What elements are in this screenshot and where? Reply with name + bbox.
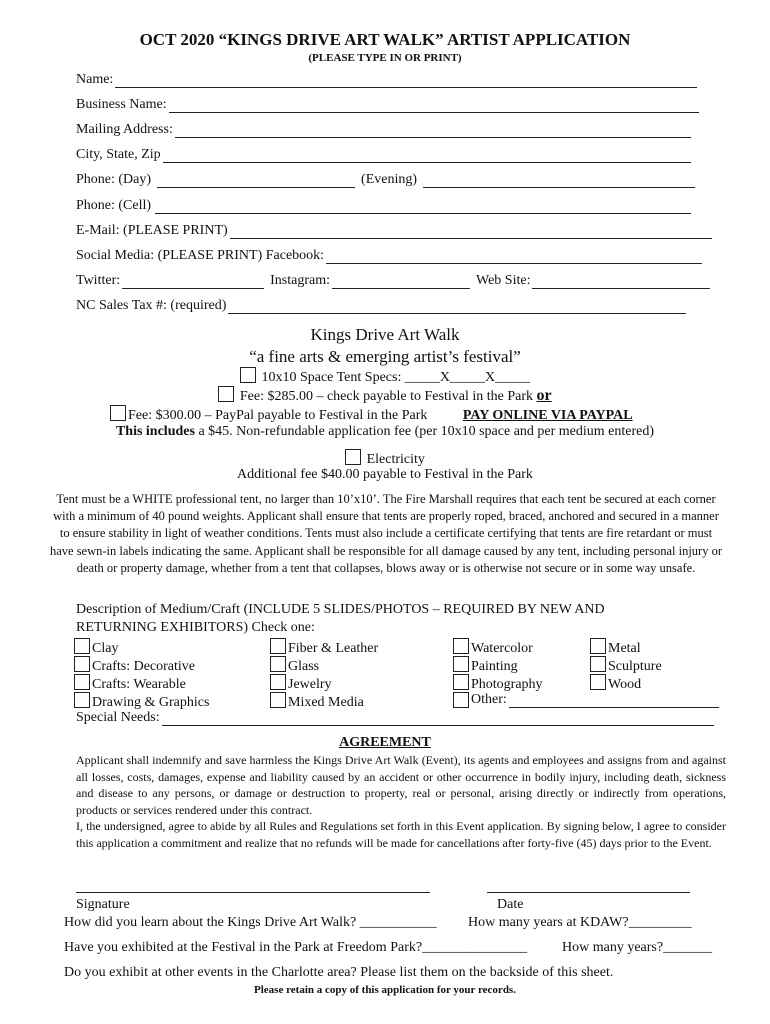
phone-field[interactable] bbox=[76, 172, 697, 188]
phone-cell-label: Phone: (Cell) bbox=[76, 198, 152, 213]
medium-heading-2: RETURNING EXHIBITORS) Check one: bbox=[76, 620, 315, 635]
medium-crafts-decorative[interactable] bbox=[74, 656, 195, 675]
special-needs-label: Special Needs: bbox=[76, 710, 160, 725]
medium-label: Crafts: Wearable bbox=[92, 677, 186, 692]
other-line[interactable] bbox=[509, 693, 719, 708]
form-title: OCT 2020 “KINGS DRIVE ART WALK” ARTIST APPLICATION bbox=[139, 30, 631, 49]
social-handles-field[interactable] bbox=[76, 273, 712, 289]
city-state-zip-label: City, State, Zip bbox=[76, 147, 161, 162]
pay-online-link[interactable]: PAY ONLINE VIA PAYPAL bbox=[462, 408, 633, 423]
medium-label: Mixed Media bbox=[288, 695, 364, 710]
form-subtitle: (PLEASE TYPE IN OR PRINT) bbox=[308, 52, 462, 64]
medium-heading-1: Description of Medium/Craft (INCLUDE 5 SLIDES/PHOTOS – REQUIRED BY NEW AND bbox=[76, 602, 605, 617]
medium-label: Metal bbox=[608, 641, 641, 656]
sales-tax-line[interactable] bbox=[228, 299, 686, 314]
special-needs-field[interactable] bbox=[76, 710, 716, 726]
event-name: Kings Drive Art Walk bbox=[310, 325, 460, 344]
checkbox[interactable] bbox=[270, 692, 286, 708]
medium-metal[interactable] bbox=[590, 638, 641, 657]
twitter-label: Twitter: bbox=[76, 273, 121, 288]
medium-label: Clay bbox=[92, 641, 119, 656]
medium-label: Photography bbox=[471, 677, 543, 692]
phone-day-label: Phone: (Day) bbox=[76, 172, 152, 187]
medium-label: Other: bbox=[471, 692, 507, 707]
question-how-many-years[interactable]: How many years?_______ bbox=[562, 940, 713, 955]
instagram-label: Instagram: bbox=[270, 273, 330, 288]
event-tagline: “a fine arts & emerging artist’s festival” bbox=[249, 347, 521, 366]
checkbox[interactable] bbox=[270, 674, 286, 690]
name-field[interactable] bbox=[76, 72, 699, 88]
or-label: or bbox=[536, 387, 552, 404]
agreement-terms: I, the undersigned, agree to abide by all Rules and Regulations set forth in this Event application. By signing below, I agree to consider this application a commitment and realize that no refunds will be made for cancellations after forty-five (45) days prior to the Event. bbox=[76, 819, 726, 850]
medium-label: Jewelry bbox=[288, 677, 332, 692]
electricity-checkbox[interactable] bbox=[345, 449, 361, 465]
email-label: E-Mail: (PLEASE PRINT) bbox=[76, 223, 228, 238]
checkbox[interactable] bbox=[453, 656, 469, 672]
fee-check-option bbox=[0, 386, 770, 405]
question-exhibited[interactable]: Have you exhibited at the Festival in the Park at Freedom Park?_______________ bbox=[64, 940, 528, 955]
facebook-line[interactable] bbox=[326, 249, 702, 264]
question-other-events: Do you exhibit at other events in the Charlotte area? Please list them on the backside of this sheet. bbox=[64, 965, 614, 980]
checkbox[interactable] bbox=[453, 638, 469, 654]
date-label: Date bbox=[497, 897, 524, 912]
checkbox[interactable] bbox=[270, 638, 286, 654]
medium-label: Watercolor bbox=[471, 641, 533, 656]
fee-check-label: Fee: $285.00 – check payable to Festival in the Park bbox=[239, 389, 534, 404]
checkbox[interactable] bbox=[74, 656, 90, 672]
medium-painting[interactable] bbox=[453, 656, 518, 675]
checkbox[interactable] bbox=[270, 656, 286, 672]
fee-paypal-option bbox=[110, 405, 633, 424]
phone-cell-field[interactable] bbox=[76, 198, 693, 214]
agreement-heading: AGREEMENT bbox=[339, 735, 431, 750]
includes-rest: a $45. Non-refundable application fee (per 10x10 space and per medium entered) bbox=[194, 424, 655, 439]
social-media-label: Social Media: (PLEASE PRINT) Facebook: bbox=[76, 248, 325, 263]
website-line[interactable] bbox=[532, 274, 710, 289]
phone-evening-label: (Evening) bbox=[361, 172, 418, 187]
electricity-label: Electricity bbox=[366, 452, 425, 467]
instagram-line[interactable] bbox=[332, 274, 470, 289]
medium-label: Sculpture bbox=[608, 659, 662, 674]
medium-watercolor[interactable] bbox=[453, 638, 533, 657]
fee-paypal-checkbox[interactable] bbox=[110, 405, 126, 421]
tent-option bbox=[0, 367, 770, 386]
special-needs-line[interactable] bbox=[162, 711, 714, 726]
signature-label: Signature bbox=[76, 897, 130, 912]
phone-evening-line[interactable] bbox=[423, 173, 695, 188]
medium-other[interactable] bbox=[453, 692, 721, 708]
tent-rules: Tent must be a WHITE professional tent, no larger than 10’x10’. The Fire Marshall requires that each tent be secured at each corner with a minimum of 40 pound weights. Applicant shall ensure that tents are properly roped, braced, anchored and secured in a manner to ensure stability in light of weather conditions. Tents must also include a certificate certifying that tents are fire retardant or must have sewn-in labels indicating the same. Applicant shall be responsible for all damage caused by any tent, including personal injury or death or property damage, whether from a tent that collapses, blows away or is otherwise not secure or in some way unsafe. bbox=[49, 492, 723, 575]
medium-clay[interactable] bbox=[74, 638, 118, 657]
checkbox[interactable] bbox=[453, 674, 469, 690]
date-line[interactable] bbox=[487, 892, 690, 893]
medium-photography[interactable] bbox=[453, 674, 543, 693]
medium-fiber-leather[interactable] bbox=[270, 638, 378, 657]
medium-sculpture[interactable] bbox=[590, 656, 662, 675]
fee-check-checkbox[interactable] bbox=[218, 386, 234, 402]
business-name-label: Business Name: bbox=[76, 97, 167, 112]
mailing-address-label: Mailing Address: bbox=[76, 122, 173, 137]
city-state-zip-line[interactable] bbox=[163, 148, 691, 163]
medium-label: Wood bbox=[608, 677, 642, 692]
twitter-line[interactable] bbox=[122, 274, 264, 289]
business-name-field[interactable] bbox=[76, 97, 701, 113]
medium-glass[interactable] bbox=[270, 656, 319, 675]
name-label: Name: bbox=[76, 72, 114, 87]
footer-note: Please retain a copy of this application for your records. bbox=[254, 984, 516, 996]
phone-day-line[interactable] bbox=[157, 173, 355, 188]
checkbox[interactable] bbox=[590, 638, 606, 654]
checkbox[interactable] bbox=[590, 656, 606, 672]
medium-label: Crafts: Decorative bbox=[92, 659, 196, 674]
includes-note bbox=[0, 424, 770, 440]
email-field[interactable] bbox=[76, 223, 714, 239]
medium-drawing-graphics[interactable] bbox=[74, 692, 209, 711]
sales-tax-label: NC Sales Tax #: (required) bbox=[76, 298, 227, 313]
medium-crafts-wearable[interactable] bbox=[74, 674, 186, 693]
checkbox[interactable] bbox=[74, 692, 90, 708]
medium-wood[interactable] bbox=[590, 674, 641, 693]
checkbox[interactable] bbox=[74, 638, 90, 654]
medium-jewelry[interactable] bbox=[270, 674, 332, 693]
business-name-line[interactable] bbox=[169, 98, 699, 113]
tent-space-checkbox[interactable] bbox=[240, 367, 256, 383]
agreement-indemnify: Applicant shall indemnify and save harmless the Kings Drive Art Walk (Event), its agents and employees and assigns from and against all losses, costs, damages, expense and liability caused by an accident or other occurrence in bodily injury, including death, sickness and disease to any persons, or damage or destruction to property, real or personal, arising directly or indirectly from operations, products or services rendered under this contract. bbox=[76, 753, 726, 818]
checkbox[interactable] bbox=[453, 692, 469, 708]
website-label: Web Site: bbox=[476, 273, 531, 288]
mailing-address-field[interactable] bbox=[76, 122, 693, 138]
signature-line[interactable] bbox=[76, 892, 430, 893]
checkbox[interactable] bbox=[590, 674, 606, 690]
question-years-kdaw[interactable]: How many years at KDAW?_________ bbox=[468, 915, 692, 930]
mailing-address-line[interactable] bbox=[175, 123, 691, 138]
checkbox[interactable] bbox=[74, 674, 90, 690]
includes-bold: This includes bbox=[115, 424, 195, 439]
medium-label: Glass bbox=[288, 659, 320, 674]
medium-mixed-media[interactable] bbox=[270, 692, 364, 711]
medium-label: Fiber & Leather bbox=[288, 641, 379, 656]
medium-label: Painting bbox=[471, 659, 518, 674]
fee-paypal-label: Fee: $300.00 – PayPal payable to Festival in the Park bbox=[128, 408, 428, 423]
tent-option-label: 10x10 Space Tent Specs: _____X_____X_____ bbox=[261, 370, 531, 385]
phone-cell-line[interactable] bbox=[155, 199, 691, 214]
electricity-option bbox=[0, 449, 770, 468]
email-line[interactable] bbox=[230, 224, 712, 239]
city-state-zip-field[interactable] bbox=[76, 147, 693, 163]
question-learn[interactable]: How did you learn about the Kings Drive Art Walk? ___________ bbox=[64, 915, 437, 930]
electricity-fee: Additional fee $40.00 payable to Festival in the Park bbox=[237, 467, 533, 482]
sales-tax-field[interactable] bbox=[76, 298, 688, 314]
name-line[interactable] bbox=[115, 73, 697, 88]
medium-label: Drawing & Graphics bbox=[92, 695, 210, 710]
social-media-field[interactable] bbox=[76, 248, 704, 264]
